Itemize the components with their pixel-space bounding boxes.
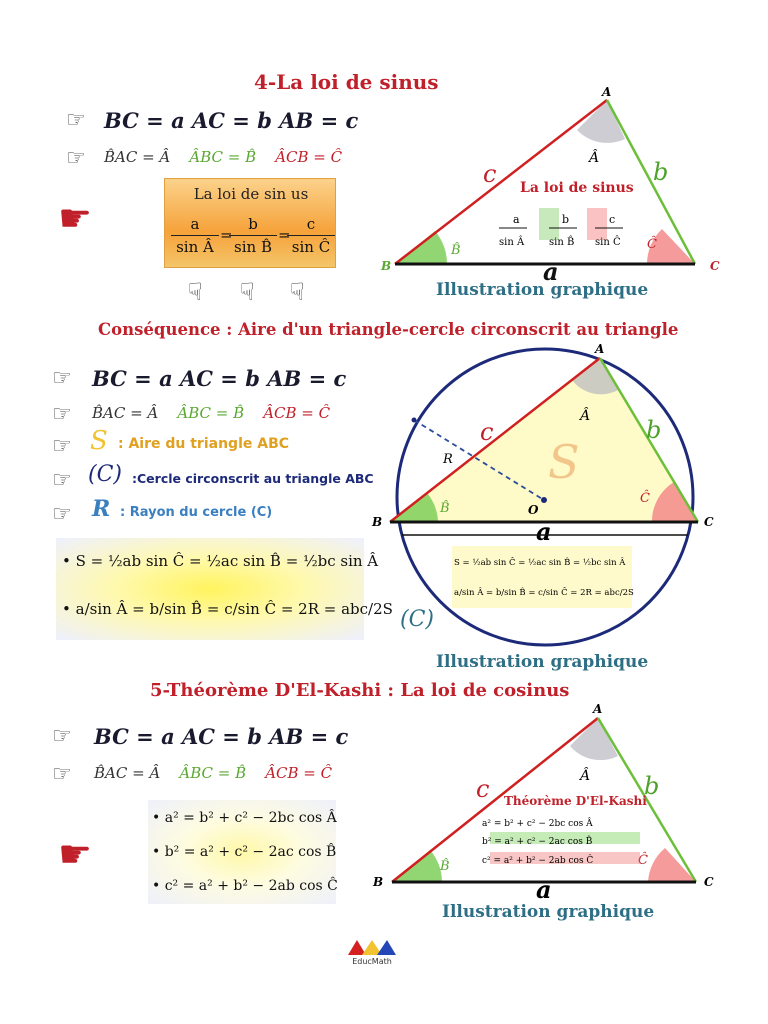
fraction-den-a: sin Â bbox=[176, 238, 214, 256]
illustration-caption: Illustration graphique bbox=[436, 280, 649, 300]
svg-text:B: B bbox=[373, 875, 384, 889]
svg-text:A: A bbox=[593, 702, 603, 716]
svg-text:O: O bbox=[528, 503, 539, 517]
pointing-hand-icon: ☞ bbox=[52, 366, 72, 391]
svg-text:A: A bbox=[595, 342, 605, 356]
circumscribed-circle-diagram bbox=[372, 340, 714, 670]
svg-text:La loi de sinus: La loi de sinus bbox=[520, 180, 634, 196]
consequence-title: Conséquence : Aire d'un triangle-cercle circonscrit au triangle bbox=[98, 320, 679, 339]
pointing-hand-icon: ☞ bbox=[52, 434, 72, 459]
svg-text:Â: Â bbox=[580, 768, 591, 784]
section5-sides: BC = a AC = b AB = c bbox=[94, 724, 349, 749]
radius-symbol: R bbox=[92, 496, 111, 522]
angle-b-def: ÂBC = B̂ bbox=[189, 148, 257, 166]
illustration-caption: Illustration graphique bbox=[442, 902, 655, 922]
radius-description: : Rayon du cercle (C) bbox=[120, 505, 273, 520]
pointing-hand-icon: ☞ bbox=[52, 762, 72, 787]
section5-title: 5-Théorème D'El-Kashi : La loi de cosinus bbox=[150, 680, 570, 701]
svg-text:B̂: B̂ bbox=[440, 501, 450, 516]
consequence-angles: B̂AC = Â ÂBC = B̂ ÂCB = Ĉ bbox=[92, 404, 331, 422]
svg-text:b² = a² + c² − 2ac cos B̂: b² = a² + c² − 2ac cos B̂ bbox=[482, 837, 593, 847]
svg-text:c: c bbox=[476, 775, 490, 803]
section4-angles bbox=[104, 148, 342, 166]
cosine-law-a: • a² = b² + c² − 2bc cos Â bbox=[152, 810, 337, 826]
svg-text:sin Ĉ: sin Ĉ bbox=[595, 237, 621, 248]
svg-text:a: a bbox=[536, 517, 552, 546]
svg-text:sin Â: sin Â bbox=[499, 237, 525, 248]
svg-text:c: c bbox=[483, 160, 497, 188]
cosine-law-box bbox=[148, 800, 336, 904]
svg-text:a: a bbox=[536, 875, 552, 904]
sine-law-box-title: La loi de sin us bbox=[193, 185, 309, 203]
svg-text:c² = a² + b² − 2ab cos Ĉ: c² = a² + b² − 2ab cos Ĉ bbox=[482, 856, 594, 866]
svg-text:a² = b² + c² − 2bc cos Â: a² = b² + c² − 2bc cos Â bbox=[482, 819, 593, 829]
pointing-hand-icon: ☞ bbox=[52, 468, 72, 493]
svg-text:b: b bbox=[644, 772, 660, 800]
fraction-num-c: c bbox=[306, 215, 316, 233]
svg-text:C: C bbox=[704, 515, 714, 529]
hand-down-icon: ☟ bbox=[188, 278, 203, 306]
section5-angles: B̂AC = Â ÂBC = B̂ ÂCB = Ĉ bbox=[94, 764, 333, 782]
svg-text:Théorème D'El-Kashi: Théorème D'El-Kashi bbox=[504, 794, 647, 808]
fraction-den-c: sin Ĉ bbox=[291, 238, 331, 256]
illustration-caption: Illustration graphique bbox=[436, 652, 649, 672]
svg-text:a: a bbox=[543, 257, 559, 286]
svg-text:B̂: B̂ bbox=[440, 859, 450, 874]
svg-text:a: a bbox=[513, 213, 520, 226]
pointing-hand-icon: ☞ bbox=[66, 146, 86, 171]
svg-text:S = ½ab sin Ĉ = ½ac sin B̂ = ½: S = ½ab sin Ĉ = ½ac sin B̂ = ½bc sin Â bbox=[454, 558, 626, 568]
svg-text:b: b bbox=[562, 213, 570, 226]
svg-text:c: c bbox=[609, 213, 616, 226]
pointing-hand-icon: ☛ bbox=[58, 196, 93, 240]
svg-text:sin B̂: sin B̂ bbox=[549, 237, 575, 248]
svg-text:c: c bbox=[480, 418, 494, 446]
area-formulas-box bbox=[56, 538, 393, 640]
svg-text:b: b bbox=[646, 416, 662, 444]
svg-text:Â: Â bbox=[580, 408, 591, 424]
svg-text:Ĉ: Ĉ bbox=[638, 853, 648, 868]
sine-radius-formula: • a/sin Â = b/sin B̂ = c/sin Ĉ = 2R = abc/2S bbox=[62, 600, 393, 618]
fraction-num-a: a bbox=[190, 215, 200, 233]
area-formula: • S = ½ab sin Ĉ = ½ac sin B̂ = ½bc sin Â bbox=[62, 552, 379, 570]
svg-text:S: S bbox=[548, 435, 580, 489]
angle-a-def: B̂AC = Â bbox=[104, 148, 171, 166]
svg-text:R: R bbox=[443, 452, 453, 467]
svg-text:(C): (C) bbox=[400, 607, 434, 632]
cosine-law-c: • c² = a² + b² − 2ab cos Ĉ bbox=[152, 878, 338, 894]
svg-text:Ĉ: Ĉ bbox=[647, 237, 657, 252]
area-description: : Aire du triangle ABC bbox=[118, 436, 290, 452]
angle-c-def: ÂCB = Ĉ bbox=[275, 148, 343, 166]
sine-law-box: La loi de sin us a sin Â = b sin B̂ = c sin Ĉ bbox=[164, 178, 336, 268]
circle-description: :Cercle circonscrit au triangle ABC bbox=[132, 471, 374, 486]
educmath-logo-icon bbox=[346, 938, 398, 956]
consequence-sides: BC = a AC = b AB = c bbox=[92, 366, 347, 391]
pointing-hand-icon: ☞ bbox=[66, 108, 86, 133]
cosine-law-diagram bbox=[370, 702, 745, 902]
cosine-law-b: • b² = a² + c² − 2ac cos B̂ bbox=[152, 844, 337, 860]
sine-law-diagram bbox=[375, 82, 745, 286]
svg-text:A: A bbox=[602, 85, 612, 99]
svg-text:a/sin Â = b/sin B̂ = c/sin Ĉ =: a/sin Â = b/sin B̂ = c/sin Ĉ = 2R = abc/2S bbox=[454, 588, 634, 598]
hand-down-icon: ☟ bbox=[240, 278, 255, 306]
pointing-hand-icon: ☞ bbox=[52, 724, 72, 749]
svg-text:C: C bbox=[704, 875, 714, 889]
section4-sides: BC = a AC = b AB = c bbox=[104, 108, 359, 133]
hand-down-icon: ☟ bbox=[290, 278, 305, 306]
svg-text:B̂: B̂ bbox=[451, 243, 461, 258]
fraction-num-b: b bbox=[248, 215, 258, 233]
pointing-hand-icon: ☞ bbox=[52, 402, 72, 427]
pointing-hand-icon: ☞ bbox=[52, 502, 72, 527]
svg-text:b: b bbox=[653, 158, 669, 186]
pointing-hand-icon: ☛ bbox=[58, 832, 93, 876]
svg-text:Ĉ: Ĉ bbox=[640, 491, 650, 506]
svg-text:B: B bbox=[381, 259, 392, 273]
svg-text:Â: Â bbox=[589, 150, 600, 166]
svg-text:B: B bbox=[372, 515, 383, 529]
section4-title: 4-La loi de sinus bbox=[254, 70, 439, 94]
svg-text:C: C bbox=[710, 259, 720, 273]
circle-symbol: (C) bbox=[88, 462, 122, 487]
area-symbol: S bbox=[90, 426, 108, 456]
logo-text: EducMath bbox=[352, 957, 392, 966]
fraction-den-b: sin B̂ bbox=[234, 238, 272, 256]
